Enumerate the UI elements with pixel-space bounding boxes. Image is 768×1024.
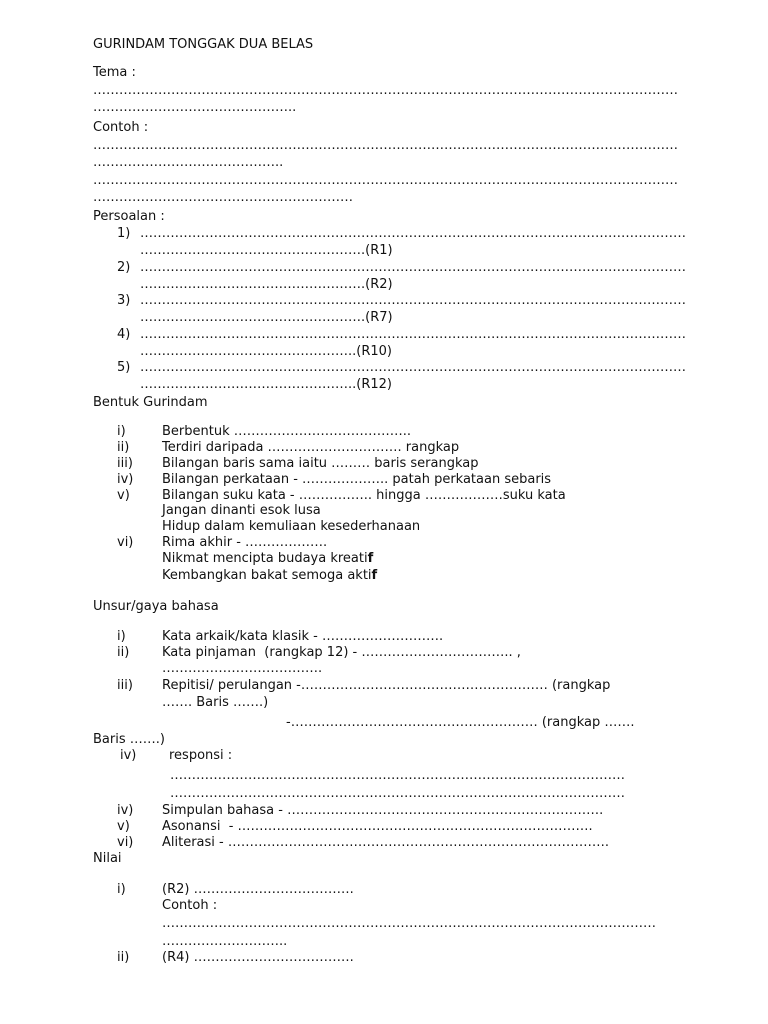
- persoalan-dotted-line: ………………………………………………………………………………………………………………: [140, 293, 686, 308]
- unsur-number: iv): [120, 748, 137, 763]
- contoh-dotted-line: ………………………………………………………………………………………………………………………: [93, 173, 678, 188]
- rima-example-text: Kembangkan bakat semoga akti: [162, 568, 372, 583]
- persoalan-number: 1): [117, 226, 131, 241]
- bentuk-example-line: Hidup dalam kemuliaan kesederhanaan: [162, 519, 421, 534]
- unsur-item: Kata arkaik/kata klasik - ……………………….: [162, 629, 444, 644]
- persoalan-number: 3): [117, 293, 131, 308]
- bentuk-example-line: Jangan dinanti esok lusa: [162, 503, 321, 518]
- bentuk-item: Bilangan suku kata - …………….. hingga ………………suku kata: [162, 488, 566, 503]
- unsur-dotted-line: ……………………………………………………………………………………………: [170, 786, 625, 801]
- nilai-contoh-label: Contoh :: [162, 898, 218, 913]
- unsur-item-continuation: Baris …….): [93, 732, 165, 747]
- unsur-item: Simpulan bahasa - ……………………………………………………………….: [162, 803, 604, 818]
- unsur-item: responsi :: [169, 748, 233, 763]
- persoalan-dotted-line: …………………………………………….(R1): [140, 243, 393, 258]
- document-title: GURINDAM TONGGAK DUA BELAS: [93, 37, 314, 52]
- unsur-number: v): [117, 819, 130, 834]
- unsur-number: ii): [117, 645, 130, 660]
- unsur-number: vi): [117, 835, 134, 850]
- unsur-item: Repitisi/ perulangan -………………………………………………… (rangkap: [162, 678, 611, 693]
- bentuk-number: v): [117, 488, 130, 503]
- unsur-item: Kata pinjaman (rangkap 12) - …………………………….. ,: [162, 645, 521, 660]
- persoalan-dotted-line: ………………………………………………………………………………………………………………: [140, 360, 686, 375]
- rima-akhir-item: Rima akhir - ……………….: [162, 535, 328, 550]
- bentuk-number: iii): [117, 456, 133, 471]
- persoalan-dotted-line: ………………………………………………………………………………………………………………: [140, 327, 686, 342]
- rima-example-text: Nikmat mencipta budaya kreati: [162, 551, 368, 566]
- persoalan-dotted-line: …………………………………………….(R7): [140, 310, 393, 325]
- unsur-item-continuation: ……………………………….: [162, 661, 323, 676]
- persoalan-dotted-line: ………………………………………………………………………………………………………………: [140, 226, 686, 241]
- rima-example-line: [162, 550, 373, 567]
- unsur-number: iii): [117, 678, 133, 693]
- tema-label: Tema :: [93, 65, 136, 80]
- contoh-dotted-line: ……………………………………..: [93, 155, 284, 170]
- bentuk-item: Bilangan perkataan - ……………….. patah perkataan sebaris: [162, 472, 552, 487]
- persoalan-dotted-line: …………………………………………..(R10): [140, 344, 392, 359]
- rima-example-line: [162, 567, 377, 584]
- persoalan-dotted-line: …………………………………………….(R2): [140, 277, 393, 292]
- contoh-dotted-line: ……………………………………………………: [93, 190, 353, 205]
- persoalan-number: 5): [117, 360, 131, 375]
- nilai-dotted-line: ……………………………………………………………………………………………………: [162, 916, 656, 931]
- nilai-dotted-line: ………………………..: [162, 934, 288, 949]
- persoalan-dotted-line: …………………………………………..(R12): [140, 377, 392, 392]
- unsur-number: i): [117, 629, 126, 644]
- tema-dotted-line: ………………………………………………………………………………………………………………………: [93, 83, 678, 98]
- tema-dotted-line: ………………………………………..: [93, 100, 297, 115]
- unsur-item-continuation: -………………………………………………… (rangkap …….: [286, 715, 635, 730]
- bentuk-number: i): [117, 424, 126, 439]
- rima-example-end: f: [371, 568, 378, 583]
- rima-example-end: f: [367, 551, 374, 566]
- unsur-item-continuation: ……. Baris …….): [162, 695, 269, 710]
- nilai-label: Nilai: [93, 851, 122, 866]
- bentuk-item: Bilangan baris sama iaitu ……… baris serangkap: [162, 456, 479, 471]
- persoalan-label: Persoalan :: [93, 209, 165, 224]
- bentuk-number: ii): [117, 440, 130, 455]
- nilai-item: (R2) ……………………………….: [162, 882, 354, 897]
- contoh-dotted-line: ………………………………………………………………………………………………………………………: [93, 138, 678, 153]
- nilai-number: i): [117, 882, 126, 897]
- unsur-item: Aliterasi - …………………………………………………………………………….: [162, 835, 609, 850]
- bentuk-number: vi): [117, 535, 134, 550]
- bentuk-label: Bentuk Gurindam: [93, 395, 208, 410]
- persoalan-number: 2): [117, 260, 131, 275]
- unsur-number: iv): [117, 803, 134, 818]
- unsur-item: Asonansi - ……………………………………………………………………….: [162, 819, 593, 834]
- bentuk-item: Terdiri daripada …………………………. rangkap: [162, 440, 460, 455]
- unsur-label: Unsur/gaya bahasa: [93, 599, 219, 614]
- nilai-number: ii): [117, 950, 130, 965]
- nilai-item: (R4) ……………………………….: [162, 950, 354, 965]
- unsur-dotted-line: ……………………………………………………………………………………………: [170, 768, 625, 783]
- persoalan-number: 4): [117, 327, 131, 342]
- bentuk-number: iv): [117, 472, 134, 487]
- contoh-label: Contoh :: [93, 120, 149, 135]
- bentuk-item: Berbentuk …………………………………..: [162, 424, 412, 439]
- persoalan-dotted-line: ………………………………………………………………………………………………………………: [140, 260, 686, 275]
